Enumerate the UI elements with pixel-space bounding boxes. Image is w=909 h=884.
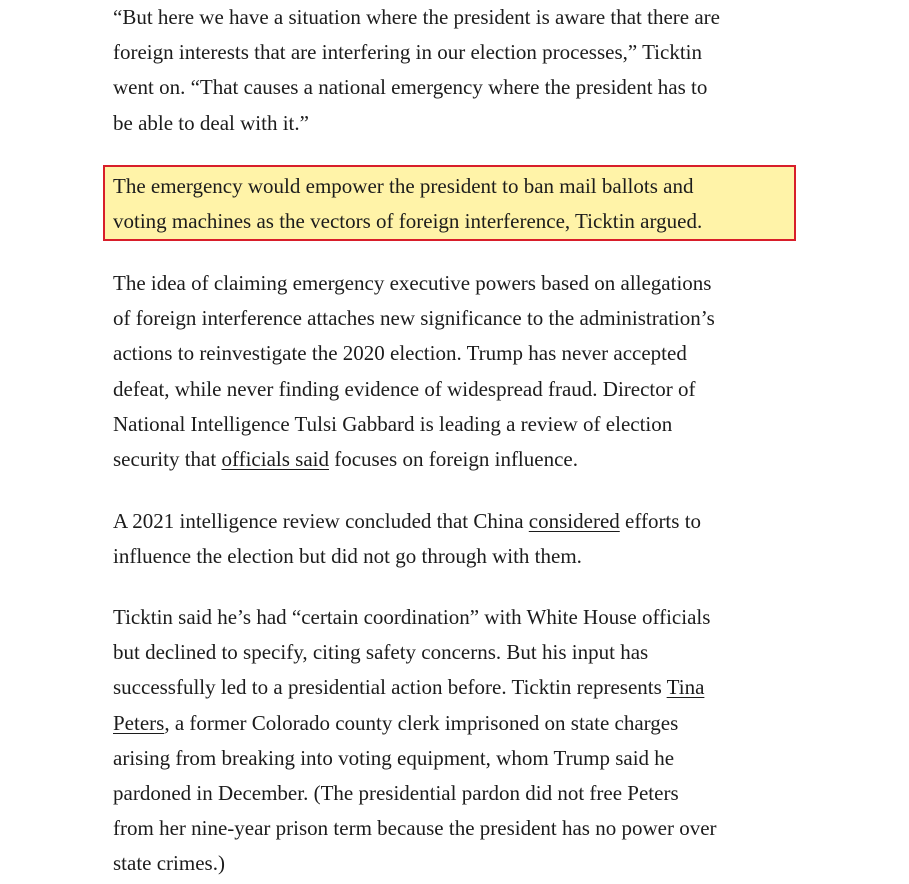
link-text-line1: Tina [666, 675, 705, 700]
highlighted-paragraph [103, 165, 796, 241]
considered-link[interactable]: considered [528, 509, 620, 533]
paragraph-emergency-powers [113, 266, 715, 477]
paragraph-text: , a former Colorado county clerk imprisoned on state charges arising from breaking into voting equipment, whom Trump said he pardoned in December. (The presidential pardon did not free Peters from her nine-year prison term because the president has no power over state crimes.) [113, 710, 717, 876]
officials-said-link[interactable]: officials said [221, 447, 329, 472]
paragraph-intelligence-review [113, 504, 701, 574]
link-text-line2: Peters [113, 710, 165, 735]
paragraph-text: The idea of claiming emergency executive powers based on allegations of foreign interference attaches new significance to the administration’s actions to reinvestigate the 2020 election. Trump has never accepted defeat, while never finding evidence of widespread fraud. Director of National Intelligence Tulsi Gabbard is leading a review of election security that [113, 271, 715, 472]
paragraph-text: A 2021 intelligence review concluded that China [113, 509, 529, 533]
paragraph-coordination [113, 600, 717, 882]
highlight-text: The emergency would empower the president to ban mail ballots and voting machines as the vectors of foreign interference, Ticktin argued. [113, 174, 703, 234]
paragraph-text: Ticktin said he’s had “certain coordination” with White House officials but declined to specify, citing safety concerns. But his input has successfully led to a presidential action before. Ticktin represents [113, 605, 711, 700]
paragraph-text: focuses on foreign influence. [328, 447, 578, 472]
paragraph-quote: “But here we have a situation where the president is aware that there are foreign interests that are interfering in our election processes,” Ticktin went on. “That causes a national emergency where the president has to be able to deal with it.” [113, 5, 720, 135]
paragraph-text: efforts to influence the election but did not go through with them. [113, 509, 702, 569]
